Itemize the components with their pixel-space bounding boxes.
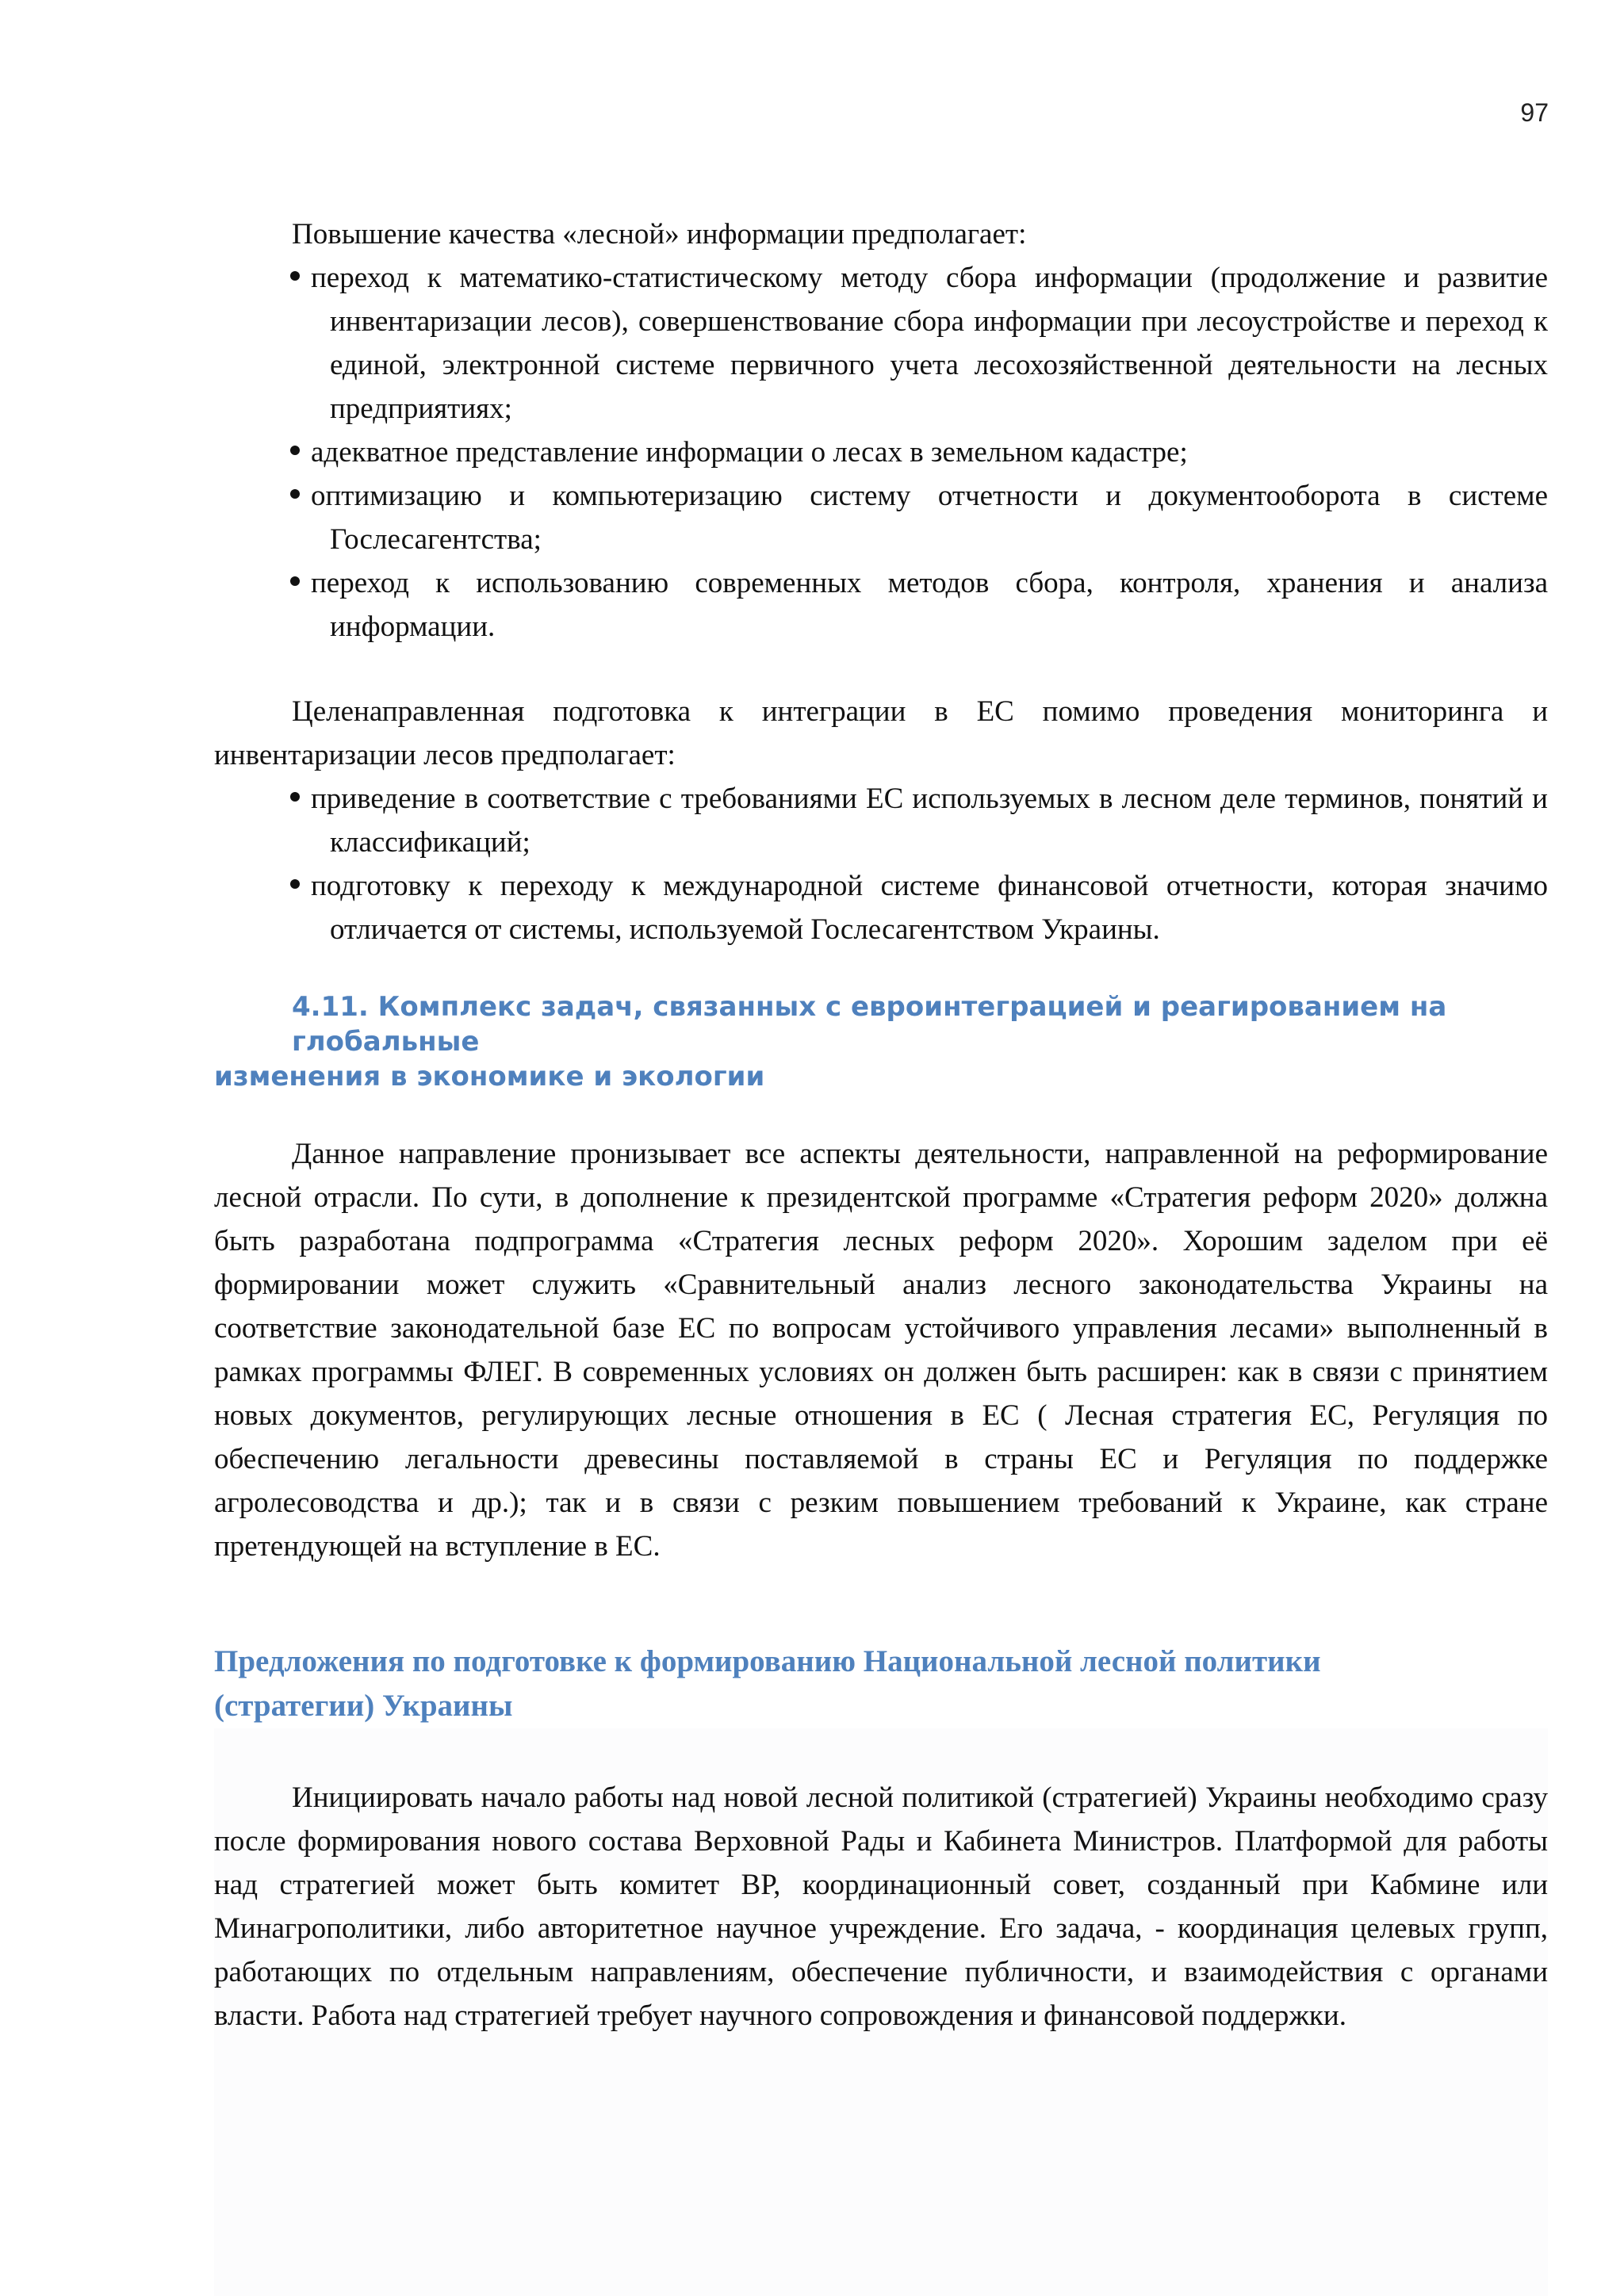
- section-heading: [214, 989, 1548, 1094]
- proposal-heading: [214, 1640, 1548, 1728]
- bullet-icon: [290, 777, 311, 798]
- bullet-list-integration: [214, 777, 1548, 951]
- list-item: [214, 561, 1548, 649]
- bullet-icon: [290, 256, 311, 277]
- bullet-icon: [290, 864, 311, 885]
- list-item-text: адекватное представление информации о лесах в земельном кадастре;: [311, 436, 1188, 469]
- list-item-text: переход к использованию современных методов сбора, контроля, хранения и анализа информации.: [311, 567, 1548, 643]
- bullet-icon: [290, 474, 311, 495]
- list-item: [214, 430, 1548, 474]
- page-number: 97: [1520, 98, 1549, 127]
- bullet-icon: [290, 561, 311, 582]
- list-item: [214, 474, 1548, 561]
- list-item-text: оптимизацию и компьютеризацию систему отчетности и документооборота в системе Гослесагентства;: [311, 480, 1548, 556]
- bullet-list-information: [214, 256, 1548, 649]
- section-heading-line-2: изменения в экономике и экологии: [214, 1061, 765, 1093]
- page-content: [214, 212, 1548, 2038]
- list-item-text: приведение в соответствие с требованиями ЕС используемых в лесном деле терминов, понятий и классификаций;: [311, 783, 1548, 859]
- section-heading-line-1: 4.11. Комплекс задач, связанных с евроинтеграцией и реагированием на глобальные: [292, 991, 1447, 1058]
- intro-paragraph: Повышение качества «лесной» информации предполагает:: [292, 218, 1027, 251]
- bullet-icon: [290, 430, 311, 451]
- proposal-heading-line-1: Предложения по подготовке к формированию Национальной лесной политики: [214, 1644, 1321, 1678]
- integration-paragraph: Целенаправленная подготовка к интеграции в ЕС помимо проведения мониторинга и инвентаризации лесов предполагает:: [214, 695, 1548, 771]
- proposal-paragraph: Инициировать начало работы над новой лесной политикой (стратегией) Украины необходимо сразу после формирования нового состава Верховной Рады и Кабинета Министров. Платформой для работы над стратегией может быть комитет ВР, координационный совет, созданный при Кабмине или Минагрополитики, либо авторитетное научное учреждение. Его задача, - координация целевых групп, работающих по отдельным направлениям, обеспечение публичности, и взаимодействия с органами власти. Работа над стратегией требует научного сопровождения и финансовой поддержки.: [214, 1781, 1548, 2032]
- list-item: [214, 864, 1548, 951]
- section-paragraph: Данное направление пронизывает все аспекты деятельности, направленной на реформирование лесной отрасли. По сути, в дополнение к президентской программе «Стратегия реформ 2020» должна быть разработана подпрограмма «Стратегия лесных реформ 2020». Хорошим заделом при её формировании может служить «Сравнительный анализ лесного законодательства Украины на соответствие законодательной базе ЕС по вопросам устойчивого управления лесами» выполненный в рамках программы ФЛЕГ. В современных условиях он должен быть расширен: как в связи с принятием новых документов, регулирующих лесные отношения в ЕС ( Лесная стратегия ЕС, Регуляция по обеспечению легальности древесины поставляемой в страны ЕС и Регуляция по поддержке агролесоводства и др.); так и в связи с резким повышением требований к Украине, как стране претендующей на вступление в ЕС.: [214, 1138, 1548, 1563]
- list-item: [214, 256, 1548, 430]
- list-item-text: подготовку к переходу к международной системе финансовой отчетности, которая значимо отличается от системы, используемой Гослесагентством Украины.: [311, 870, 1548, 946]
- list-item: [214, 777, 1548, 864]
- proposal-heading-line-2: (стратегии) Украины: [214, 1689, 513, 1723]
- list-item-text: переход к математико-статистическому методу сбора информации (продолжение и развитие инвентаризации лесов), совершенствование сбора информации при лесоустройстве и переход к единой, электронной системе первичного учета лесохозяйственной деятельности на лесных предприятиях;: [311, 262, 1548, 425]
